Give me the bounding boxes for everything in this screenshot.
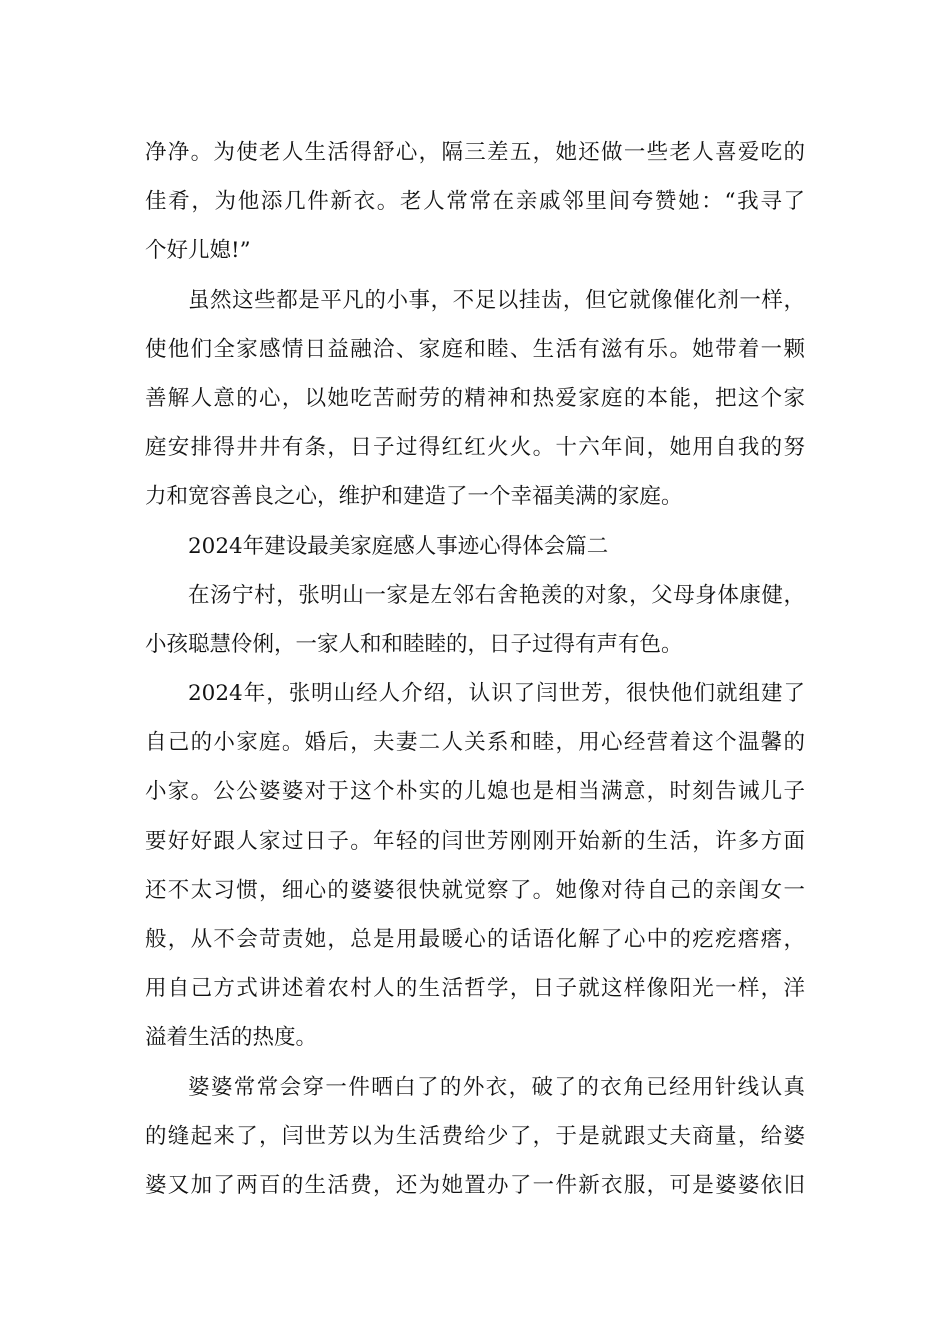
- text-line: 庭安排得井井有条，日子过得红红火火。十六年间，她用自我的努: [145, 435, 805, 461]
- text-line: 婆婆常常会穿一件晒白了的外衣，破了的衣角已经用针线认真: [188, 1074, 805, 1100]
- text-line: 小家。公公婆婆对于这个朴实的儿媳也是相当满意，时刻告诫儿子: [145, 779, 805, 805]
- text-line: 使他们全家感情日益融洽、家庭和睦、生活有滋有乐。她带着一颗: [145, 336, 805, 362]
- text-line: 净净。为使老人生活得舒心，隔三差五，她还做一些老人喜爱吃的: [145, 140, 805, 165]
- text-line: 在汤宁村，张明山一家是左邻右舍艳羡的对象，父母身体康健，: [188, 582, 805, 608]
- text-line: 婆又加了两百的生活费，还为她置办了一件新衣服，可是婆婆依旧: [145, 1172, 805, 1198]
- text-line: 用自己方式讲述着农村人的生活哲学，日子就这样像阳光一样，洋: [145, 976, 805, 1002]
- text-line: 小孩聪慧伶俐，一家人和和睦睦的，日子过得有声有色。: [145, 631, 683, 657]
- text-line: 2024年，张明山经人介绍，认识了闫世芳，很快他们就组建了: [188, 681, 805, 707]
- text-line: 善解人意的心，以她吃苦耐劳的精神和热爱家庭的本能，把这个家: [145, 385, 805, 411]
- text-line: 力和宽容善良之心，维护和建造了一个幸福美满的家庭。: [145, 484, 683, 510]
- text-line: 自己的小家庭。婚后，夫妻二人关系和睦，用心经营着这个温馨的: [145, 730, 805, 756]
- text-line: 溢着生活的热度。: [145, 1025, 318, 1051]
- document-body: [145, 128, 805, 1210]
- text-line: 的缝起来了，闫世芳以为生活费给少了，于是就跟丈夫商量，给婆: [145, 1123, 805, 1149]
- text-line: 虽然这些都是平凡的小事，不足以挂齿，但它就像催化剂一样，: [188, 287, 805, 313]
- text-line: 个好儿媳!”: [145, 238, 251, 264]
- text-line: 2024年建设最美家庭感人事迹心得体会篇二: [188, 533, 609, 559]
- text-line: 要好好跟人家过日子。年轻的闫世芳刚刚开始新的生活，许多方面: [145, 828, 805, 854]
- text-line: 佳肴，为他添几件新衣。老人常常在亲戚邻里间夸赞她：“我寻了: [145, 189, 805, 215]
- text-line: 还不太习惯，细心的婆婆很快就觉察了。她像对待自己的亲闺女一: [145, 877, 805, 903]
- text-line: 般，从不会苛责她，总是用最暖心的话语化解了心中的疙疙瘩瘩，: [145, 927, 805, 952]
